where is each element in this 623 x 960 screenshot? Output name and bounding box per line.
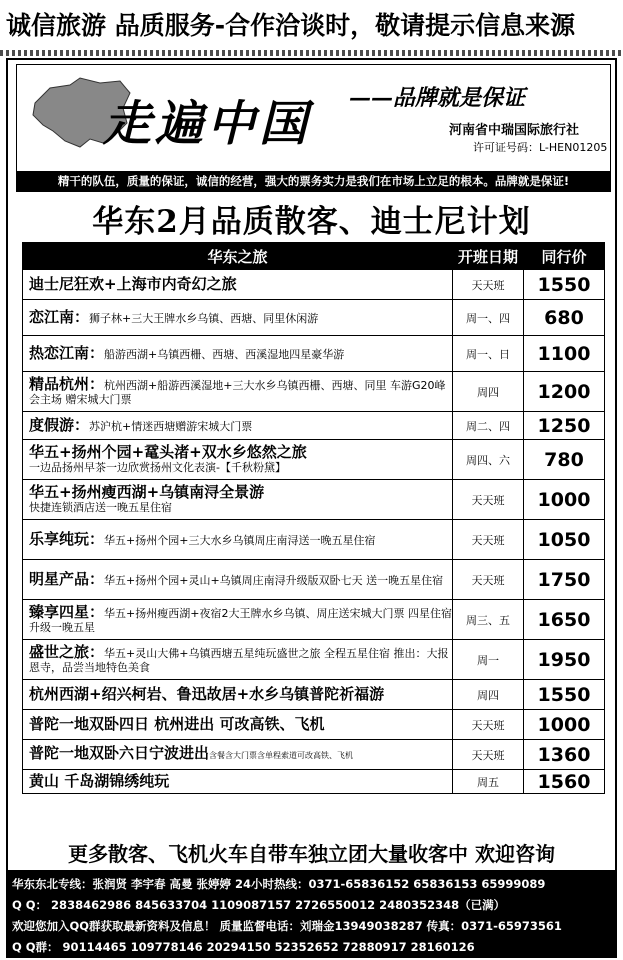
tour-table [22, 242, 605, 794]
route-lead: 度假游： [29, 415, 90, 434]
route-cell [23, 412, 453, 440]
departure-date: 天天班 [453, 710, 524, 740]
route-detail: 华五+扬州个园+三大水乡乌镇周庄南浔送一晚五星住宿 [104, 533, 376, 547]
price: 1550 [524, 680, 605, 710]
route-detail: 华五+灵山大佛+乌镇西塘五星纯玩盛世之旅 全程五星住宿 推出：大报恩寺，品尝当地特色美食 [29, 646, 449, 674]
tagline: 精干的队伍，质量的保证，诚信的经营，强大的票务实力是我们在市场上立足的根本。品牌就是保证! [17, 171, 610, 191]
route-detail: 华五+扬州瘦西湖+夜宿2大王牌水乡乌镇、周庄送宋城大门票 四星住宿升级一晚五星 [29, 606, 452, 634]
departure-date: 周二、四 [453, 412, 524, 440]
route-cell [23, 270, 453, 300]
price: 1000 [524, 480, 605, 520]
col-date-header: 开班日期 [453, 243, 524, 270]
table-row [23, 740, 605, 770]
price: 1950 [524, 640, 605, 680]
price: 1200 [524, 372, 605, 412]
route-cell [23, 770, 453, 794]
table-row [23, 440, 605, 480]
route-main: 华五+扬州个园+鼋头渚+双水乡悠然之旅 [29, 442, 307, 461]
route-detail: 华五+扬州个园+灵山+乌镇周庄南浔升级版双卧七天 送一晚五星住宿 [104, 573, 444, 587]
route-cell [23, 336, 453, 372]
price: 1750 [524, 560, 605, 600]
route-cell [23, 740, 453, 770]
departure-date: 周一 [453, 640, 524, 680]
route-main: 黄山 千岛湖锦绣纯玩 [29, 771, 170, 790]
departure-date: 天天班 [453, 270, 524, 300]
table-row [23, 480, 605, 520]
table-row [23, 600, 605, 640]
route-main: 普陀一地双卧四日 杭州进出 可改高铁、飞机 [29, 714, 325, 733]
route-detail: 快捷连锁酒店送一晚五星住宿 [29, 500, 172, 514]
advertisement [6, 58, 617, 956]
departure-date: 天天班 [453, 520, 524, 560]
route-detail: 船游西湖+乌镇西栅、西塘、西溪湿地四星豪华游 [104, 347, 345, 361]
price: 1360 [524, 740, 605, 770]
route-cell [23, 372, 453, 412]
cropped-text-strip [0, 50, 623, 56]
departure-date: 周一、日 [453, 336, 524, 372]
route-main: 杭州西湖+绍兴柯岩、鲁迅故居+水乡乌镇普陀祈福游 [29, 684, 385, 703]
route-cell [23, 710, 453, 740]
table-row [23, 640, 605, 680]
header [16, 64, 611, 192]
price: 1100 [524, 336, 605, 372]
departure-date: 天天班 [453, 740, 524, 770]
col-price-header: 同行价 [524, 243, 605, 270]
price: 780 [524, 440, 605, 480]
contact-footer [6, 870, 617, 958]
route-lead: 明星产品： [29, 569, 105, 588]
footer-line-3: 欢迎您加入QQ群获取最新资料及信息！ 质量监督电话：刘瑞金13949038287 传真：0371-65973561 [12, 919, 562, 933]
route-main: 迪士尼狂欢+上海市内奇幻之旅 [29, 274, 237, 293]
price: 1000 [524, 710, 605, 740]
license-number: 许可证号码：L-HEN01205 [473, 141, 608, 154]
route-lead: 精品杭州： [29, 374, 105, 393]
footer-line-1: 华东东北专线：张润贤 李宇春 高曼 张婷婷 24小时热线：0371-65836152 65836153 65999089 [12, 877, 546, 891]
departure-date: 天天班 [453, 480, 524, 520]
table-row [23, 270, 605, 300]
bottom-slogan: 更多散客、飞机火车自带车独立团大量收客中 欢迎咨询 [68, 842, 555, 866]
price: 1250 [524, 412, 605, 440]
route-detail: 狮子林+三大王牌水乡乌镇、西塘、同里休闲游 [89, 311, 319, 325]
table-row [23, 336, 605, 372]
price: 1560 [524, 770, 605, 794]
table-body [23, 270, 605, 794]
route-lead: 盛世之旅： [29, 642, 105, 661]
page-title: 华东2月品质散客、迪士尼计划 [92, 204, 531, 240]
departure-date: 天天班 [453, 560, 524, 600]
route-cell [23, 600, 453, 640]
departure-date: 周四 [453, 372, 524, 412]
route-cell [23, 560, 453, 600]
route-lead: 恋江南： [29, 307, 90, 326]
departure-date: 周一、四 [453, 300, 524, 336]
footer-line-2: Q Q： 2838462986 845633704 1109087157 2726550012 2480352348（已满） [12, 898, 506, 912]
departure-date: 周三、五 [453, 600, 524, 640]
banner-text: 诚信旅游 品质服务-合作洽谈时，敬请提示信息来源 [6, 11, 576, 40]
route-detail: 杭州西湖+船游西溪湿地+三大水乡乌镇西栅、西塘、同里 车游G20峰会主场 赠宋城大门票 [29, 378, 446, 406]
route-main: 华五+扬州瘦西湖+乌镇南浔全景游 [29, 482, 265, 501]
table-row [23, 560, 605, 600]
route-cell [23, 520, 453, 560]
table-row [23, 372, 605, 412]
price: 1550 [524, 270, 605, 300]
route-cell [23, 640, 453, 680]
route-cell [23, 480, 453, 520]
table-row [23, 412, 605, 440]
table-row [23, 680, 605, 710]
route-cell [23, 680, 453, 710]
route-detail: 含餐含大门票含单程索道可改高铁、飞机 [209, 751, 354, 760]
departure-date: 周四、六 [453, 440, 524, 480]
slogan: ——品牌就是保证 [349, 85, 526, 111]
table-header-row [23, 243, 605, 270]
logo-text: 走遍中国 [103, 96, 312, 152]
route-cell [23, 300, 453, 336]
route-lead: 乐享纯玩： [29, 529, 105, 548]
route-lead: 臻享四星： [29, 602, 105, 621]
route-detail: 苏沪杭+情迷西塘赠游宋城大门票 [89, 419, 253, 433]
route-main: 普陀一地双卧六日宁波进出 [29, 744, 210, 762]
route-lead: 热恋江南： [29, 343, 105, 362]
table-row [23, 770, 605, 794]
price: 1650 [524, 600, 605, 640]
table-row [23, 520, 605, 560]
footer-line-4: Q Q群： 90114465 109778146 20294150 52352652 72880917 28160126 [12, 940, 475, 954]
col-route-header: 华东之旅 [23, 243, 453, 270]
route-detail: 一边品扬州早茶一边欣赏扬州文化表演-【千秋粉黛】 [29, 460, 286, 474]
route-cell [23, 440, 453, 480]
top-banner [0, 0, 623, 50]
table-row [23, 710, 605, 740]
departure-date: 周五 [453, 770, 524, 794]
company-name: 河南省中瑞国际旅行社 [449, 123, 580, 138]
price: 680 [524, 300, 605, 336]
price: 1050 [524, 520, 605, 560]
departure-date: 周四 [453, 680, 524, 710]
table-row [23, 300, 605, 336]
